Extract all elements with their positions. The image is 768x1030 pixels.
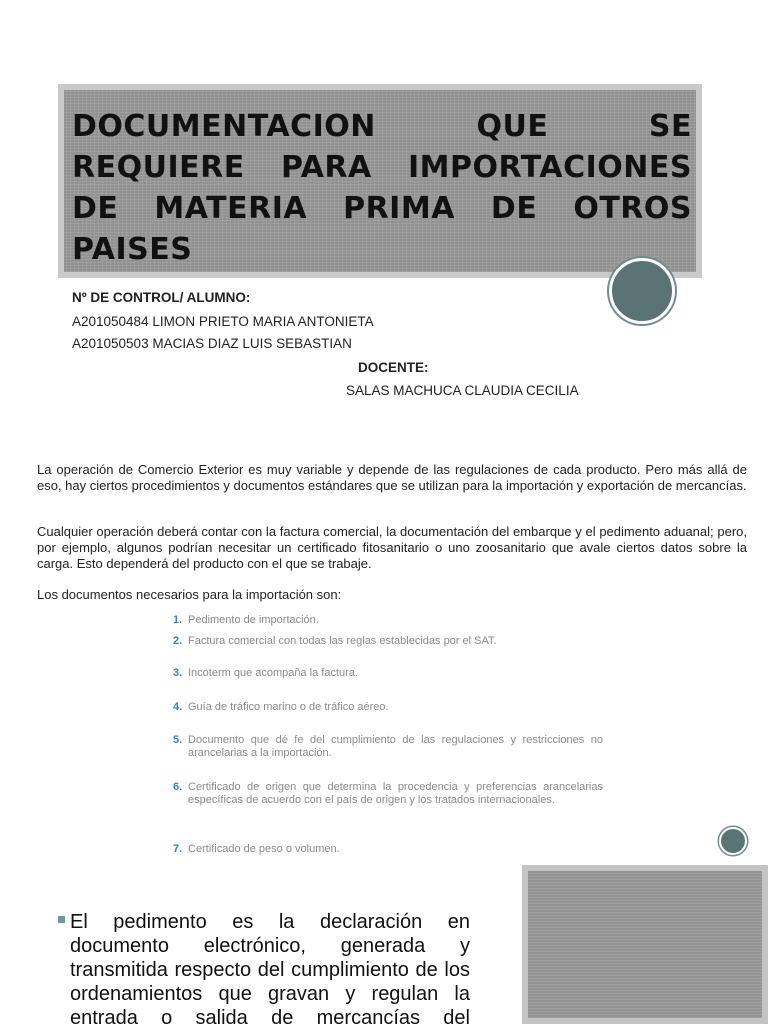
list-text: Documento que dé fe del cumplimiento de las regulaciones y restricciones no arancelarias a la importación. (188, 734, 603, 759)
slide-title: DOCUMENTACION QUE SE REQUIERE PARA IMPORTACIONES DE MATERIA PRIMA DE OTROS PAISES (72, 109, 692, 267)
paragraph-list-intro: Los documentos necesarios para la importación son: (37, 587, 342, 602)
list-text: Pedimento de importación. (188, 614, 319, 626)
list-text: Guía de tráfico marino o de tráfico aéreo. (188, 701, 389, 713)
list-item (173, 667, 603, 680)
list-number: 3. (173, 667, 183, 679)
list-item (173, 843, 603, 856)
list-item (173, 635, 603, 648)
list-number: 1. (173, 614, 183, 626)
list-number: 4. (173, 701, 183, 713)
list-text: Certificado de peso o volumen. (188, 843, 340, 855)
list-item (173, 614, 603, 627)
docente-name: SALAS MACHUCA CLAUDIA CECILIA (346, 383, 579, 398)
docente-label: DOCENTE: (358, 360, 429, 375)
paragraph-intro: La operación de Comercio Exterior es muy variable y depende de las regulaciones de cada producto. Pero más allá de eso, hay ciertos procedimientos y documentos estándares que se utilizan para la importación y exportación de mercancías. (37, 462, 747, 493)
list-text: Incoterm que acompaña la factura. (188, 667, 358, 679)
decorative-circle-small (719, 827, 747, 855)
student-2: A201050503 MACIAS DIAZ LUIS SEBASTIAN (72, 336, 352, 351)
control-label: Nº DE CONTROL/ ALUMNO: (72, 290, 251, 305)
list-item (173, 781, 603, 807)
bullet-text: El pedimento es la declaración en documento electrónico, generada y transmitida respecto del cumplimiento de los ordenamientos que gravan y regulan la entrada o salida de mercancías del (70, 911, 470, 1029)
decorative-circle (609, 258, 675, 324)
list-number: 7. (173, 843, 183, 855)
paragraph-operation: Cualquier operación deberá contar con la factura comercial, la documentación del embarque y el pedimento aduanal; pero, por ejemplo, algunos podrían necesitar un certificado fitosanitario o uno zoosanitario que avale ciertos datos sobre la carga. Esto dependerá del producto con el que se trabaje. (37, 524, 747, 571)
list-number: 2. (173, 635, 183, 647)
student-1: A201050484 LIMON PRIETO MARIA ANTONIETA (72, 314, 374, 329)
list-item (173, 701, 603, 714)
list-item (173, 734, 603, 760)
bullet-paragraph (58, 910, 470, 1030)
list-text: Certificado de origen que determina la procedencia y preferencias arancelarias específicas de acuerdo con el país de origen y los tratados internacionales. (188, 781, 603, 806)
list-number: 5. (173, 734, 183, 746)
side-panel (522, 865, 768, 1024)
list-number: 6. (173, 781, 183, 793)
list-text: Factura comercial con todas las reglas establecidas por el SAT. (188, 635, 497, 647)
